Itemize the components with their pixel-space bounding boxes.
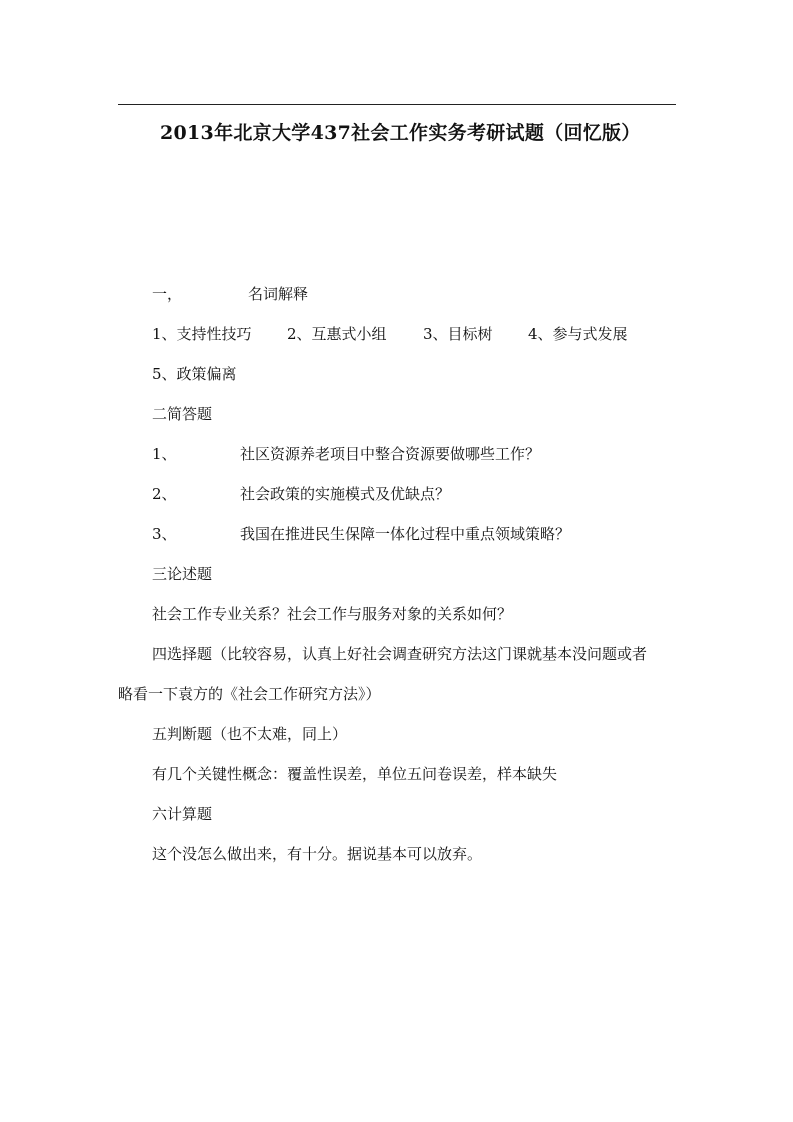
section5-note: 有几个关键性概念：覆盖性误差，单位五问卷误差，样本缺失 (152, 765, 558, 783)
section6-heading: 六计算题 (152, 805, 213, 823)
term-1: 1、支持性技巧 (152, 325, 252, 343)
document-title: 2013年北京大学437社会工作实务考研试题（回忆版） (160, 122, 641, 144)
header-rule (118, 104, 676, 105)
question-1-number: 1、 (152, 445, 177, 463)
question-3-text: 我国在推进民生保障一体化过程中重点领域策略？ (240, 525, 571, 543)
section4-line-2: 略看一下袁方的《社会工作研究方法》） (118, 685, 381, 703)
section3-heading: 三论述题 (152, 565, 213, 583)
question-2-text: 社会政策的实施模式及优缺点？ (240, 485, 451, 503)
term-2: 2、互惠式小组 (287, 325, 387, 343)
question-3-number: 3、 (152, 525, 177, 543)
section4-line-1: 四选择题（比较容易，认真上好社会调查研究方法这门课就基本没问题或者 (152, 645, 648, 663)
question-2-number: 2、 (152, 485, 177, 503)
section6-note: 这个没怎么做出来，有十分。据说基本可以放弃。 (152, 845, 483, 863)
section2-heading: 二简答题 (152, 405, 213, 423)
section3-question: 社会工作专业关系？社会工作与服务对象的关系如何？ (152, 605, 513, 623)
section1-heading: 名词解释 (248, 285, 309, 303)
term-4: 4、参与式发展 (528, 325, 628, 343)
term-5: 5、政策偏离 (152, 365, 237, 383)
section5-heading: 五判断题（也不太难，同上） (152, 725, 348, 743)
term-3: 3、目标树 (423, 325, 493, 343)
question-1-text: 社区资源养老项目中整合资源要做哪些工作？ (240, 445, 541, 463)
section1-heading-number: 一， (152, 285, 183, 303)
